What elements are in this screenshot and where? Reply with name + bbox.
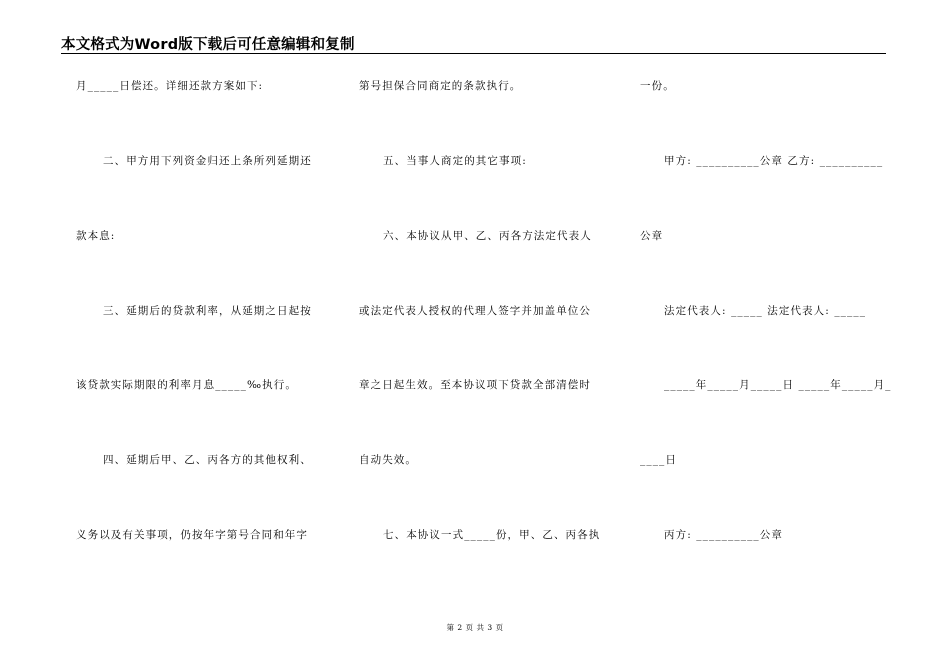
left-col-line-3: 款本息: — [76, 230, 116, 242]
middle-col-line-5: 章之日起生效。至本协议项下贷款全部清偿时 — [359, 379, 591, 391]
middle-col-line-2: 五、当事人商定的其它事项: — [383, 155, 527, 167]
right-col-line-2: 甲方: __________公章 乙方: __________ — [664, 155, 884, 167]
middle-col-line-4: 或法定代表人授权的代理人签字并加盖单位公 — [359, 305, 591, 317]
header-divider — [61, 53, 886, 54]
left-col-line-6: 四、延期后甲、乙、丙各方的其他权利、 — [103, 454, 312, 466]
middle-col-line-1: 第号担保合同商定的条款执行。 — [359, 80, 522, 92]
left-col-line-2: 二、甲方用下列资金归还上条所列延期还 — [103, 155, 312, 167]
page-number-footer: 第 2 页 共 3 页 — [446, 623, 504, 632]
document-header-title: 本文格式为Word版下载后可任意编辑和复制 — [61, 37, 355, 53]
left-col-line-5: 该贷款实际期限的利率月息_____‰执行。 — [76, 379, 297, 391]
right-col-line-3: 公章 — [640, 230, 664, 242]
right-col-line-4: 法定代表人: _____ 法定代表人: _____ — [664, 305, 867, 317]
left-col-line-4: 三、延期后的贷款利率，从延期之日起按 — [103, 305, 312, 317]
middle-col-line-7: 七、本协议一式_____份，甲、乙、丙各执 — [383, 529, 601, 541]
left-col-line-7: 义务以及有关事项，仍按年字第号合同和年字 — [76, 529, 308, 541]
right-col-line-1: 一份。 — [640, 80, 675, 92]
right-col-line-5: _____年_____月_____日 _____年_____月_ — [664, 379, 892, 391]
right-col-line-6: ____日 — [640, 454, 677, 466]
middle-col-line-6: 自动失效。 — [359, 454, 417, 466]
right-col-line-7: 丙方: __________公章 — [664, 529, 783, 541]
middle-col-line-3: 六、本协议从甲、乙、丙各方法定代表人 — [383, 230, 592, 242]
left-col-line-1: 月_____日偿还。详细还款方案如下: — [76, 80, 264, 92]
